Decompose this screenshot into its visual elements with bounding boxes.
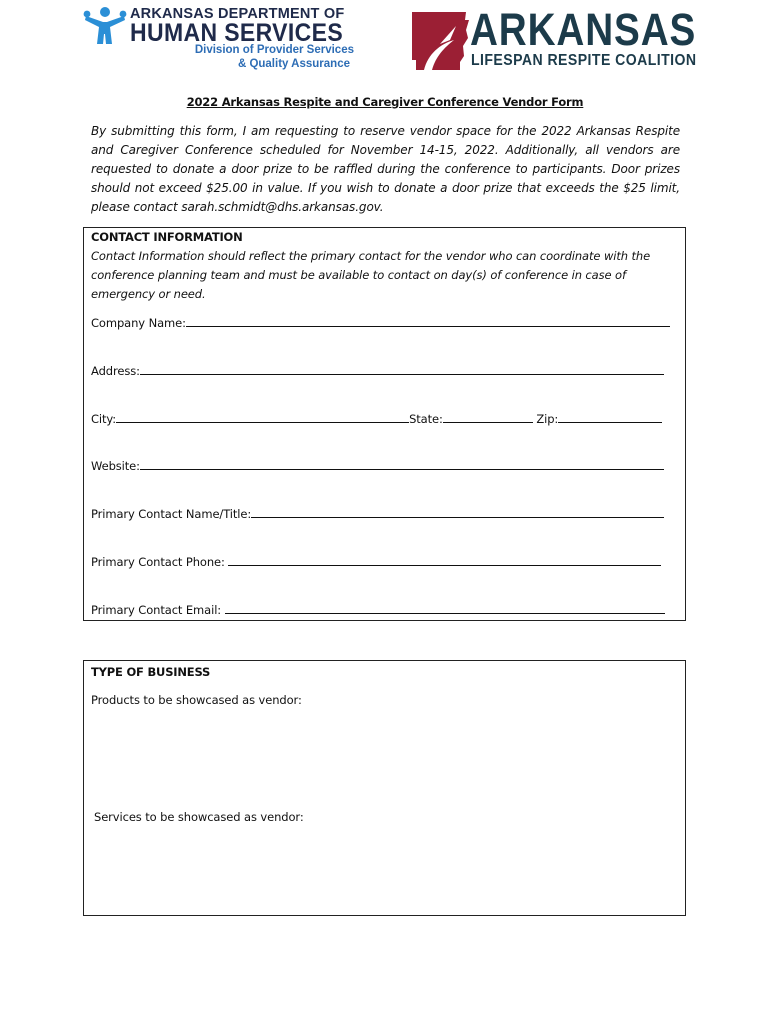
alrc-logo-line1: ARKANSAS — [470, 4, 697, 55]
city-label: City: — [91, 412, 117, 426]
primary-contact-phone-field[interactable] — [91, 555, 661, 569]
primary-contact-email-field[interactable] — [91, 603, 665, 617]
services-label: Services to be showcased as vendor: — [94, 810, 304, 824]
products-label: Products to be showcased as vendor: — [91, 693, 302, 707]
city-line[interactable] — [116, 412, 409, 423]
dhs-people-icon — [82, 6, 128, 46]
primary-contact-email-label: Primary Contact Email: — [91, 603, 225, 617]
alrc-logo-line2: LIFESPAN RESPITE COALITION — [471, 52, 697, 69]
company-name-field[interactable] — [91, 316, 670, 330]
city-state-zip-field — [91, 412, 662, 426]
contact-section-title: CONTACT INFORMATION — [91, 230, 243, 244]
primary-contact-name-line[interactable] — [251, 507, 664, 518]
alrc-logo — [410, 4, 697, 72]
primary-contact-phone-label: Primary Contact Phone: — [91, 555, 229, 569]
type-of-business-section — [83, 660, 686, 916]
dhs-logo-line3: Division of Provider Services — [194, 44, 354, 56]
primary-contact-phone-line[interactable] — [228, 555, 661, 566]
state-label: State: — [409, 412, 443, 426]
website-field[interactable] — [91, 459, 664, 473]
website-label: Website: — [91, 459, 140, 473]
contact-information-section — [83, 227, 686, 621]
intro-paragraph: By submitting this form, I am requesting to reserve vendor space for the 2022 Arkansas Respite and Caregiver Conference scheduled for November 14-15, 2022. Additionally, all vendors are requested to donate a door prize to be raffled during the conference to participants. Door prizes should not exceed $25.00 in value. If you wish to donate a door prize that exceeds the $25 limit, please contact sarah.schmidt@dhs.arkansas.gov. — [91, 124, 680, 214]
address-field[interactable] — [91, 364, 664, 378]
address-line[interactable] — [140, 364, 664, 375]
website-line[interactable] — [140, 459, 664, 470]
primary-contact-name-label: Primary Contact Name/Title: — [91, 507, 252, 521]
form-title: 2022 Arkansas Respite and Caregiver Conference Vendor Form — [186, 95, 584, 109]
dhs-logo-line4: & Quality Assurance — [237, 58, 350, 70]
zip-label: Zip: — [536, 412, 559, 426]
business-section-title: TYPE OF BUSINESS — [91, 665, 211, 679]
company-name-line[interactable] — [186, 316, 670, 327]
primary-contact-name-field[interactable] — [91, 507, 664, 521]
primary-contact-email-line[interactable] — [225, 603, 665, 614]
address-label: Address: — [91, 364, 140, 378]
zip-line[interactable] — [558, 412, 662, 423]
arkansas-state-icon — [410, 10, 470, 70]
company-name-label: Company Name: — [91, 316, 186, 330]
dhs-logo-line2: HUMAN SERVICES — [130, 19, 344, 47]
state-line[interactable] — [443, 412, 533, 423]
dhs-logo-line1: ARKANSAS DEPARTMENT OF — [130, 6, 345, 22]
dhs-logo — [82, 6, 354, 72]
contact-section-description: Contact Information should reflect the primary contact for the vendor who can coordinate with the conference planning team and must be available to contact on day(s) of conference in case of emergency or need. — [91, 249, 651, 301]
